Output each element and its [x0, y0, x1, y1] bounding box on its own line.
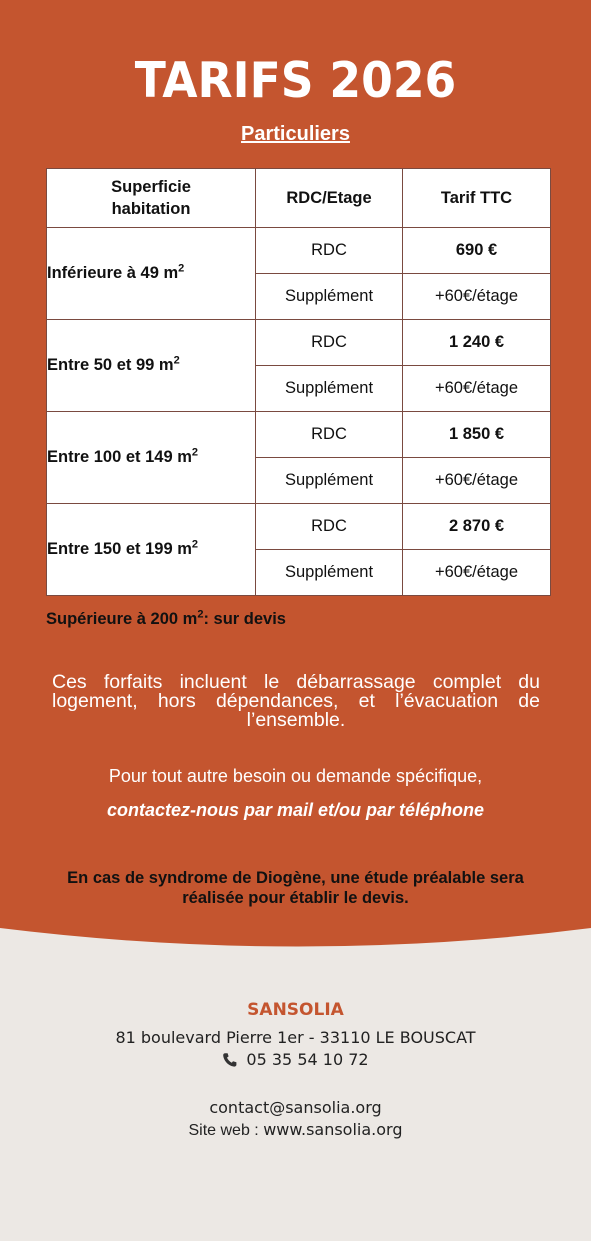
other-need-text: Pour tout autre besoin ou demande spécifique,	[108, 766, 483, 786]
company-website[interactable]: Site web : www.sansolia.org	[188, 1120, 403, 1139]
table-row	[47, 504, 551, 550]
rdc-price-cell: 2 870 €	[403, 504, 551, 550]
table-header-row	[47, 169, 551, 228]
diogene-notice: En cas de syndrome de Diogène, une étude préalable sera réalisée pour établir le devis.	[67, 869, 524, 907]
phone-icon	[222, 1052, 238, 1068]
zone-cell: Entre 100 et 149 $m^2$	[47, 412, 256, 504]
supplement-label-cell: Supplément	[256, 366, 403, 412]
footer	[0, 1000, 591, 1142]
contact-cta-text: contactez-nous par mail et/ou par téléphone	[106, 800, 485, 820]
zone-cell: Entre 50 et 99 $m^2$	[47, 320, 256, 412]
supplement-label-cell: Supplément	[256, 458, 403, 504]
above-200-note: Supérieure à 200 $m^2$: sur devis	[46, 608, 286, 628]
zone-cell: Inférieure à 49 $m^2$	[47, 228, 256, 320]
supplement-label-cell: Supplément	[256, 550, 403, 596]
rdc-label-cell: RDC	[256, 504, 403, 550]
pricing-table	[46, 168, 551, 596]
company-phone: 05 35 54 10 72	[0, 1050, 591, 1072]
header-level: RDC/Etage	[256, 169, 403, 228]
header-surface: Superficie habitation	[47, 169, 256, 228]
header-price: Tarif TTC	[403, 169, 551, 228]
company-name: SANSOLIA	[247, 1000, 344, 1020]
supplement-price-cell: +60€/étage	[403, 458, 551, 504]
forfaits-paragraph: Ces forfaits incluent le débarrassage complet du logement, hors dépendances, et l’évacuation de l’ensemble.	[52, 671, 540, 731]
zone-cell: Entre 150 et 199 $m^2$	[47, 504, 256, 596]
supplement-price-cell: +60€/étage	[403, 366, 551, 412]
company-address: 81 boulevard Pierre 1er - 33110 LE BOUSCAT	[115, 1028, 476, 1047]
table-row	[47, 320, 551, 366]
rdc-label-cell: RDC	[256, 320, 403, 366]
rdc-label-cell: RDC	[256, 228, 403, 274]
page-subtitle: Particuliers	[241, 123, 350, 145]
table-row	[47, 228, 551, 274]
supplement-price-cell: +60€/étage	[403, 550, 551, 596]
table-row	[47, 412, 551, 458]
page-title: TARIFS 2026	[134, 52, 457, 109]
rdc-price-cell: 1 850 €	[403, 412, 551, 458]
rdc-price-cell: 1 240 €	[403, 320, 551, 366]
rdc-label-cell: RDC	[256, 412, 403, 458]
supplement-price-cell: +60€/étage	[403, 274, 551, 320]
company-email[interactable]: contact@sansolia.org	[209, 1098, 382, 1117]
rdc-price-cell: 690 €	[403, 228, 551, 274]
supplement-label-cell: Supplément	[256, 274, 403, 320]
